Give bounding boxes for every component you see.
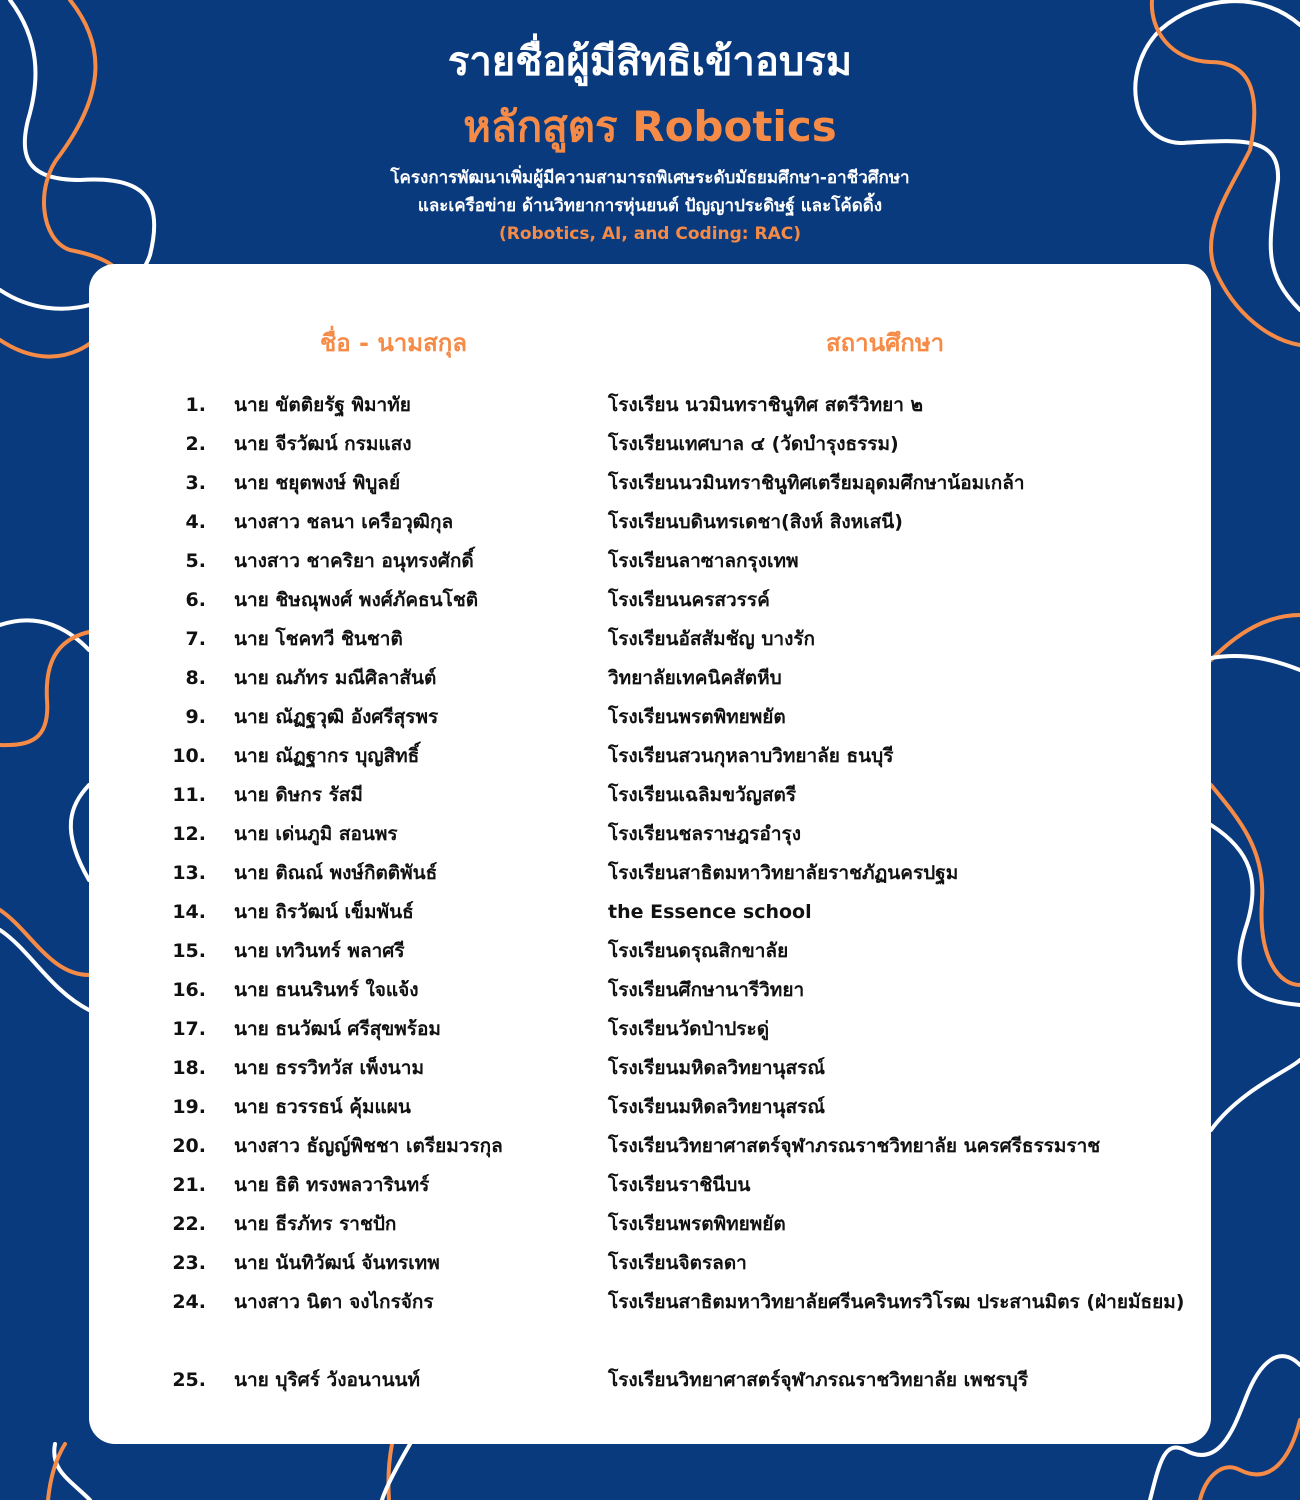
row-number: 9. — [185, 706, 206, 728]
row-number: 10. — [172, 745, 206, 767]
course-title: หลักสูตร Robotics — [463, 102, 837, 151]
row-number: 16. — [172, 979, 206, 1001]
row-number: 3. — [185, 472, 206, 494]
participant-name: นาย ดิษกร รัสมี — [234, 784, 363, 806]
participant-school: โรงเรียนศึกษานารีวิทยา — [608, 979, 805, 1001]
page-title: รายชื่อผู้มีสิทธิเข้าอบรม — [447, 39, 853, 85]
participant-row — [0, 737, 1300, 776]
curve-bottom-mid-white — [382, 1444, 410, 1500]
participant-name: นาย ธนนรินทร์ ใจแจ้ง — [234, 979, 419, 1001]
participant-row — [0, 542, 1300, 581]
participant-school: โรงเรียนนครสวรรค์ — [608, 589, 770, 611]
participant-row — [0, 659, 1300, 698]
participant-name: นาย ธนวัฒน์ ศรีสุขพร้อม — [234, 1018, 441, 1040]
row-number: 20. — [172, 1135, 206, 1157]
participant-row — [0, 464, 1300, 503]
row-number: 13. — [172, 862, 206, 884]
participant-school: โรงเรียนสาธิตมหาวิทยาลัยราชภัฏนครปฐม — [608, 862, 959, 884]
participant-school: โรงเรียนสาธิตมหาวิทยาลัยศรีนครินทรวิโรฒ ประสานมิตร (ฝ่ายมัธยม) — [608, 1291, 1185, 1313]
participant-row — [0, 1283, 1300, 1361]
participant-row — [0, 425, 1300, 464]
participant-name: นางสาว ชลนา เครือวุฒิกุล — [234, 511, 454, 533]
row-number: 18. — [172, 1057, 206, 1079]
participant-name: นาย ขัตติยรัฐ พิมาทัย — [234, 394, 411, 416]
participant-name: นาย ธรรวิทวัส เพ็งนาม — [234, 1057, 424, 1079]
row-number: 19. — [172, 1096, 206, 1118]
participant-school: โรงเรียนจิตรลดา — [608, 1252, 747, 1274]
participant-school: โรงเรียนสวนกุหลาบวิทยาลัย ธนบุรี — [608, 745, 894, 767]
participant-row — [0, 1088, 1300, 1127]
row-number: 23. — [172, 1252, 206, 1274]
curve-bottom-left-white — [54, 1444, 90, 1500]
participant-school: โรงเรียนวัดป่าประดู่ — [608, 1018, 770, 1040]
participant-name: นาย ณัฏฐวุฒิ อังศรีสุรพร — [234, 706, 439, 728]
participant-row — [0, 1127, 1300, 1166]
row-number: 17. — [172, 1018, 206, 1040]
row-number: 14. — [172, 901, 206, 923]
row-number: 11. — [172, 784, 206, 806]
participant-row — [0, 698, 1300, 737]
curve-bottom-mid-orange — [388, 1444, 392, 1500]
participant-name: นาย ณภัทร มณีศิลาสันต์ — [234, 667, 437, 689]
subtitle-line-1: โครงการพัฒนาเพิ่มผู้มีความสามารถพิเศษระดับมัธยมศึกษา-อาชีวศึกษา — [390, 168, 910, 188]
row-number: 1. — [185, 394, 206, 416]
participant-school: โรงเรียนชลราษฎรอำรุง — [608, 823, 801, 845]
participant-row — [0, 620, 1300, 659]
participant-row — [0, 971, 1300, 1010]
participant-school: โรงเรียนมหิดลวิทยานุสรณ์ — [608, 1096, 825, 1118]
participant-list — [0, 386, 1300, 1400]
participant-row — [0, 1166, 1300, 1205]
participant-name: นางสาว ธัญญ์พิชชา เตรียมวรกุล — [234, 1135, 503, 1157]
participant-row — [0, 581, 1300, 620]
row-number: 5. — [185, 550, 206, 572]
row-number: 15. — [172, 940, 206, 962]
participant-row — [0, 1361, 1300, 1400]
participant-school: โรงเรียนวิทยาศาสตร์จุฬาภรณราชวิทยาลัย นครศรีธรรมราช — [608, 1135, 1101, 1157]
participant-row — [0, 932, 1300, 971]
participant-row — [0, 386, 1300, 425]
row-number: 7. — [185, 628, 206, 650]
participant-row — [0, 893, 1300, 932]
row-number: 8. — [185, 667, 206, 689]
participant-school: โรงเรียนนวมินทราชินูทิศเตรียมอุดมศึกษาน้อมเกล้า — [608, 472, 1025, 494]
participant-school: โรงเรียนเฉลิมขวัญสตรี — [608, 784, 797, 806]
participant-school: โรงเรียน นวมินทราชินูทิศ สตรีวิทยา ๒ — [608, 394, 924, 416]
participant-school: วิทยาลัยเทคนิคสัตหีบ — [608, 667, 782, 689]
participant-name: นาย บุริศร์ วังอนานนท์ — [234, 1369, 421, 1391]
participant-school: โรงเรียนบดินทรเดชา(สิงห์ สิงหเสนี) — [608, 511, 903, 533]
participant-school: โรงเรียนวิทยาศาสตร์จุฬาภรณราชวิทยาลัย เพชรบุรี — [608, 1369, 1029, 1391]
participant-row — [0, 503, 1300, 542]
participant-name: นาย ธวรรธน์ คุ้มแผน — [234, 1096, 411, 1118]
column-header-school: สถานศึกษา — [826, 329, 945, 357]
curve-bottom-right-orange — [1200, 1420, 1300, 1500]
participant-school: โรงเรียนราชินีบน — [608, 1174, 751, 1196]
participant-school: the Essence school — [608, 901, 812, 923]
participant-row — [0, 815, 1300, 854]
row-number: 6. — [185, 589, 206, 611]
column-header-name: ชื่อ - นามสกุล — [320, 329, 467, 357]
participant-name: นาย ชยุตพงษ์ พิบูลย์ — [234, 472, 401, 494]
participant-row — [0, 1010, 1300, 1049]
participant-name: นาย จีรวัฒน์ กรมแสง — [234, 433, 412, 455]
row-number: 22. — [172, 1213, 206, 1235]
row-number: 2. — [185, 433, 206, 455]
curve-bottom-left-orange — [48, 1444, 65, 1500]
row-number: 24. — [172, 1291, 206, 1313]
participant-name: นาย ติณณ์ พงษ์กิตติพันธ์ — [234, 862, 438, 884]
participant-name: นาย ธิติ ทรงพลวารินทร์ — [234, 1174, 430, 1196]
participant-name: นาย ถิรวัฒน์ เข็มพันธ์ — [234, 901, 414, 923]
participant-school: โรงเรียนเทศบาล ๔ (วัดบำรุงธรรม) — [608, 433, 899, 455]
participant-school: โรงเรียนดรุณสิกขาลัย — [608, 940, 789, 962]
participant-school: โรงเรียนลาซาลกรุงเทพ — [608, 550, 799, 572]
participant-school: โรงเรียนพรตพิทยพยัต — [608, 1213, 786, 1235]
participant-row — [0, 854, 1300, 893]
participant-row — [0, 1205, 1300, 1244]
participant-name: นาย ชิษณุพงศ์ พงศ์ภัคธนโชติ — [234, 589, 479, 611]
subtitle-line-2: และเครือข่าย ด้านวิทยาการหุ่นยนต์ ปัญญาประดิษฐ์ และโค้ดดิ้ง — [417, 196, 883, 216]
project-subtitle — [0, 164, 1300, 248]
row-number: 25. — [172, 1369, 206, 1391]
participant-row — [0, 1049, 1300, 1088]
participant-row — [0, 1244, 1300, 1283]
participant-name: นาย เด่นภูมิ สอนพร — [234, 823, 398, 845]
participant-name: นาย เทวินทร์ พลาศรี — [234, 940, 405, 962]
participant-name: นาย โชคทวี ชินชาติ — [234, 628, 403, 650]
participant-school: โรงเรียนมหิดลวิทยานุสรณ์ — [608, 1057, 825, 1079]
subtitle-line-3: (Robotics, AI, and Coding: RAC) — [498, 224, 802, 244]
participant-name: นาย ณัฏฐากร บุญสิทธิ์ — [234, 745, 420, 767]
row-number: 4. — [185, 511, 206, 533]
row-number: 21. — [172, 1174, 206, 1196]
participant-name: นาย ธีรภัทร ราชปัก — [234, 1213, 397, 1235]
participant-name: นางสาว นิตา จงไกรจักร — [234, 1291, 434, 1313]
participant-school: โรงเรียนพรตพิทยพยัต — [608, 706, 786, 728]
row-number: 12. — [172, 823, 206, 845]
participant-name: นาย นันทิวัฒน์ จันทรเทพ — [234, 1252, 440, 1274]
participant-school: โรงเรียนอัสสัมชัญ บางรัก — [608, 628, 816, 650]
participant-name: นางสาว ชาคริยา อนุทรงศักดิ์ — [234, 550, 474, 572]
participant-row — [0, 776, 1300, 815]
